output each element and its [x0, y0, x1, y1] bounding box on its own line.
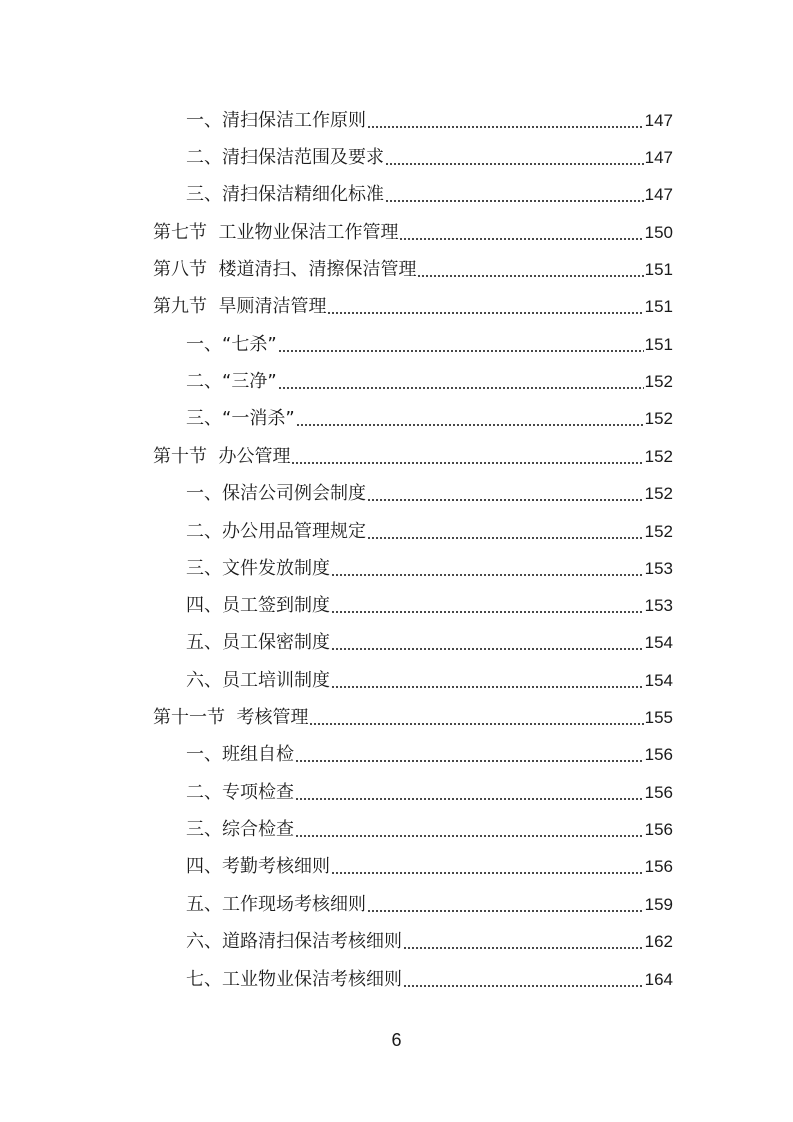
toc-entry[interactable]: [153, 253, 673, 281]
toc-entry-title: 三、综合检查: [186, 819, 294, 840]
toc-entry-page: 156: [644, 820, 673, 839]
toc-entry[interactable]: [186, 477, 673, 505]
toc-entry-page: 154: [644, 633, 673, 652]
toc-entry-page: 152: [644, 372, 673, 391]
toc-entry-page: 156: [644, 745, 673, 764]
toc-entry[interactable]: [153, 216, 673, 244]
toc-dot-leader: [331, 561, 644, 577]
toc-dot-leader: [385, 187, 644, 203]
toc-dot-leader: [331, 673, 644, 689]
toc-entry-title: 第十节 办公管理: [153, 446, 291, 467]
toc-entry[interactable]: [153, 701, 673, 729]
toc-dot-leader: [367, 524, 644, 540]
toc-entry-title: 一、保洁公司例会制度: [186, 483, 366, 504]
toc-entry-title: 第七节 工业物业保洁工作管理: [153, 222, 399, 243]
toc-dot-leader: [295, 822, 644, 838]
toc-entry-page: 152: [644, 409, 673, 428]
toc-entry[interactable]: [186, 552, 673, 580]
toc-dot-leader: [367, 486, 644, 502]
toc-entry[interactable]: [186, 328, 673, 356]
toc-entry-page: 147: [644, 185, 673, 204]
toc-entry-page: 156: [644, 783, 673, 802]
toc-entry-page: 153: [644, 559, 673, 578]
toc-dot-leader: [291, 449, 643, 465]
toc-entry-title: 第八节 楼道清扫、清擦保洁管理: [153, 259, 417, 280]
toc-dot-leader: [403, 934, 644, 950]
toc-entry-title: 四、考勤考核细则: [186, 856, 330, 877]
toc-entry-title: 三、“一消杀”: [186, 408, 295, 429]
toc-entry-title: 二、办公用品管理规定: [186, 521, 366, 542]
toc-entry[interactable]: [186, 178, 673, 206]
toc-entry[interactable]: [186, 515, 673, 543]
toc-dot-leader: [331, 598, 644, 614]
toc-entry[interactable]: [186, 104, 673, 132]
toc-dot-leader: [278, 337, 644, 353]
toc-entry-page: 147: [644, 148, 673, 167]
toc-entry-title: 五、工作现场考核细则: [186, 894, 366, 915]
toc-entry[interactable]: [186, 850, 673, 878]
toc-entry[interactable]: [186, 589, 673, 617]
toc-dot-leader: [367, 113, 644, 129]
toc-entry-title: 一、“七杀”: [186, 334, 277, 355]
toc-entry-page: 147: [644, 111, 673, 130]
toc-entry-page: 151: [644, 297, 673, 316]
toc-entry-title: 三、清扫保洁精细化标准: [186, 184, 384, 205]
page-number: 6: [391, 1030, 402, 1050]
toc-entry-page: 162: [644, 932, 673, 951]
toc-entry-title: 一、班组自检: [186, 744, 294, 765]
toc-entry-title: 二、清扫保洁范围及要求: [186, 147, 384, 168]
toc-entry-page: 151: [644, 260, 673, 279]
toc-dot-leader: [309, 710, 643, 726]
toc-entry[interactable]: [186, 626, 673, 654]
toc-entry-page: 159: [644, 895, 673, 914]
toc-dot-leader: [417, 262, 643, 278]
toc-entry[interactable]: [186, 776, 673, 804]
toc-entry-title: 五、员工保密制度: [186, 632, 330, 653]
toc-entry-page: 164: [644, 970, 673, 989]
toc-entry-title: 七、工业物业保洁考核细则: [186, 969, 402, 990]
toc-entry[interactable]: [153, 290, 673, 318]
toc-dot-leader: [327, 299, 643, 315]
toc-entry[interactable]: [186, 402, 673, 430]
toc-entry-page: 154: [644, 671, 673, 690]
toc-entry-title: 四、员工签到制度: [186, 595, 330, 616]
toc-dot-leader: [331, 635, 644, 651]
toc-entry-title: 三、文件发放制度: [186, 558, 330, 579]
toc-entry-page: 153: [644, 596, 673, 615]
toc-entry[interactable]: [186, 738, 673, 766]
toc-entry[interactable]: [186, 365, 673, 393]
toc-entry-page: 156: [644, 857, 673, 876]
toc-entry-page: 152: [644, 522, 673, 541]
toc-entry[interactable]: [186, 925, 673, 953]
toc-entry[interactable]: [186, 141, 673, 169]
toc-entry-title: 第九节 旱厕清洁管理: [153, 296, 327, 317]
toc-entry[interactable]: [153, 440, 673, 468]
toc-entry-page: 150: [644, 223, 673, 242]
toc-entry-page: 152: [644, 484, 673, 503]
toc-entry-title: 第十一节 考核管理: [153, 707, 309, 728]
toc-entry-title: 二、专项检查: [186, 782, 294, 803]
toc-entry[interactable]: [186, 664, 673, 692]
toc-dot-leader: [331, 859, 644, 875]
toc-entry[interactable]: [186, 963, 673, 991]
toc-dot-leader: [403, 972, 644, 988]
toc-dot-leader: [295, 785, 644, 801]
toc-dot-leader: [296, 411, 644, 427]
toc-dot-leader: [367, 897, 644, 913]
toc-dot-leader: [278, 374, 644, 390]
toc-entry-title: 六、道路清扫保洁考核细则: [186, 931, 402, 952]
toc-entry-title: 二、“三净”: [186, 371, 277, 392]
toc-entry-title: 六、员工培训制度: [186, 670, 330, 691]
toc-dot-leader: [295, 747, 644, 763]
toc-dot-leader: [385, 150, 644, 166]
toc-entry[interactable]: [186, 888, 673, 916]
toc-entry[interactable]: [186, 813, 673, 841]
toc-entry-page: 151: [644, 335, 673, 354]
toc-entry-title: 一、清扫保洁工作原则: [186, 110, 366, 131]
toc-entry-page: 152: [644, 447, 673, 466]
toc-dot-leader: [399, 225, 643, 241]
toc-entry-page: 155: [644, 708, 673, 727]
